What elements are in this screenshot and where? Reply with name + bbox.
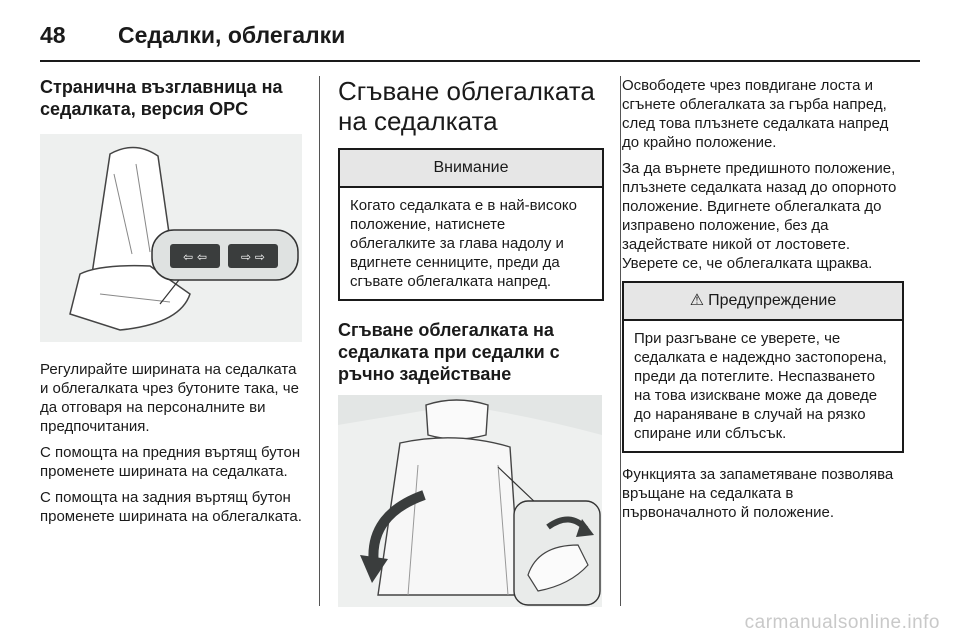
page-header [40,14,920,54]
caution-heading: Внимание [340,150,602,188]
warning-text: При разгъване се уверете, че седалката е надеждно застопорена, преди да потеглите. Неспазването на това изискване може да доведе до нараняване в случай на рязко спиране или сблъсък. [634,330,887,442]
chapter-title: Седалки, облегалки [118,22,346,48]
watermark: carmanualsonline.info [744,612,940,633]
column-1 [40,76,302,533]
page-number: 48 [40,22,66,48]
paragraph-2: С помощта на предния въртящ бутон променете ширината на седалката. [40,444,301,480]
warning-box [622,281,904,453]
warning-heading: Предупреждение [708,292,837,309]
paragraph-restore-position: За да върнете предишното положение, плъзнете седалката назад до опорното положение. Вдигнете облегалката до изправено положение, без да задействате никой от лостовете. Уверете се, че облегалката щраква. [622,160,897,272]
header-rule [40,60,920,62]
svg-text:⇦ ⇦: ⇦ ⇦ [183,250,207,264]
warning-header [624,283,902,321]
seat-bolster-illustration [40,134,302,342]
figure-seat-bolster-buttons [40,134,302,342]
caution-text: Когато седалката е в най-високо положение, натиснете облегалките за глава надолу и вдигнете сенниците, преди да сгъвате облегалката напред. [350,197,577,290]
column-divider-1 [319,76,320,606]
figure-fold-backrest [338,395,602,607]
fold-backrest-illustration [338,395,602,607]
paragraph-3: С помощта на задния въртящ бутон променете ширината на облегалката. [40,489,302,525]
paragraph-1: Регулирайте ширината на седалката и облегалката чрез бутоните така, че да отговаря на персоналните ви предпочитания. [40,361,299,435]
caution-box [338,148,604,301]
paragraph-release-lever: Освободете чрез повдигане лоста и сгънете облегалката за гърба напред, след това плъзнете седалката напред до крайно положение. [622,77,889,151]
warning-triangle-icon: ⚠ [689,292,705,309]
column-2 [338,76,604,607]
column-3 [622,76,904,529]
svg-text:⇨ ⇨: ⇨ ⇨ [241,250,265,264]
section-title-fold-backrest: Сгъване облегалката на седалката [338,76,595,136]
section-title-side-bolster: Странична възглавница на седалката, версия OPC [40,77,283,119]
paragraph-memory-function: Функцията за запаметяване позволява връщане на седалката в първоначалното й положение. [622,466,894,521]
column-divider-2 [620,76,621,606]
subsection-title-manual-seats: Сгъване облегалката на седалката при седалки с ръчно задействане [338,320,560,384]
